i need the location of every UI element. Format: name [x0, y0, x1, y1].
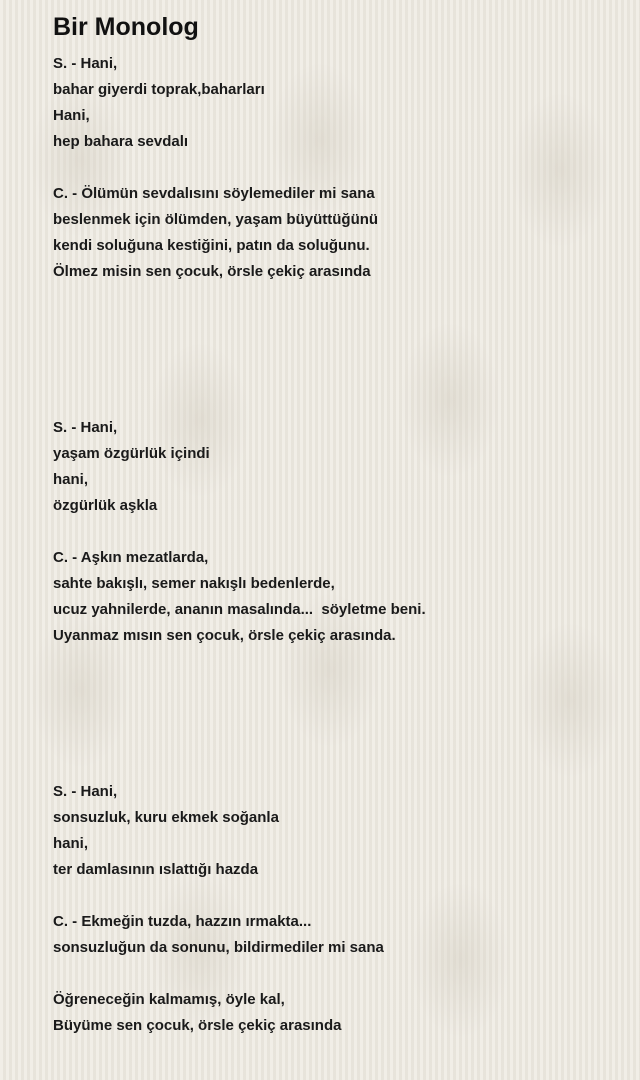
poem-line: Büyüme sen çocuk, örsle çekiç arasında	[53, 1017, 342, 1034]
stanza-gap	[53, 519, 613, 545]
stanza	[53, 415, 613, 519]
poem-line: C. - Aşkın mezatlarda,	[53, 549, 209, 566]
poem-title: Bir Monolog	[53, 13, 199, 41]
poem-line: Hani,	[53, 107, 90, 124]
poem-container	[53, 10, 613, 1039]
poem-line: yaşam özgürlük içindi	[53, 445, 210, 462]
poem-line: hani,	[53, 471, 89, 488]
stanza	[53, 51, 613, 155]
poem-line: beslenmek için ölümden, yaşam büyüttüğünü	[53, 211, 379, 228]
poem-line: hep bahara sevdalı	[53, 133, 189, 150]
poem-line: bahar giyerdi toprak,baharları	[53, 81, 265, 98]
stanza	[53, 545, 613, 649]
section-gap	[53, 649, 613, 779]
poem-line: Ölmez misin sen çocuk, örsle çekiç arasında	[53, 263, 371, 280]
poem-line: S. - Hani,	[53, 783, 118, 800]
poem-line: sahte bakışlı, semer nakışlı bedenlerde,	[53, 575, 335, 592]
poem-line: S. - Hani,	[53, 419, 118, 436]
stanza-gap	[53, 155, 613, 181]
poem-line: sonsuzluk, kuru ekmek soğanla	[53, 809, 279, 826]
section-gap	[53, 285, 613, 415]
stanza-gap	[53, 883, 613, 909]
stanza	[53, 909, 613, 961]
poem-line: Uyanmaz mısın sen çocuk, örsle çekiç arasında.	[53, 627, 396, 644]
poem-line: hani,	[53, 835, 89, 852]
poem-line: C. - Ölümün sevdalısını söylemediler mi sana	[53, 185, 375, 202]
stanza	[53, 987, 613, 1039]
poem-line: C. - Ekmeğin tuzda, hazzın ırmakta...	[53, 913, 312, 930]
poem-line: kendi soluğuna kestiğini, patın da soluğunu.	[53, 237, 370, 254]
poem-line: Öğreneceğin kalmamış, öyle kal,	[53, 991, 285, 1008]
poem-line: sonsuzluğun da sonunu, bildirmediler mi sana	[53, 939, 384, 956]
stanza	[53, 779, 613, 883]
poem-line: ter damlasının ıslattığı hazda	[53, 861, 259, 878]
poem-line: S. - Hani,	[53, 55, 118, 72]
stanza	[53, 181, 613, 285]
poem-line: ucuz yahnilerde, ananın masalında... söyletme beni.	[53, 601, 426, 618]
stanza-gap	[53, 961, 613, 987]
poem-line: özgürlük aşkla	[53, 497, 158, 514]
